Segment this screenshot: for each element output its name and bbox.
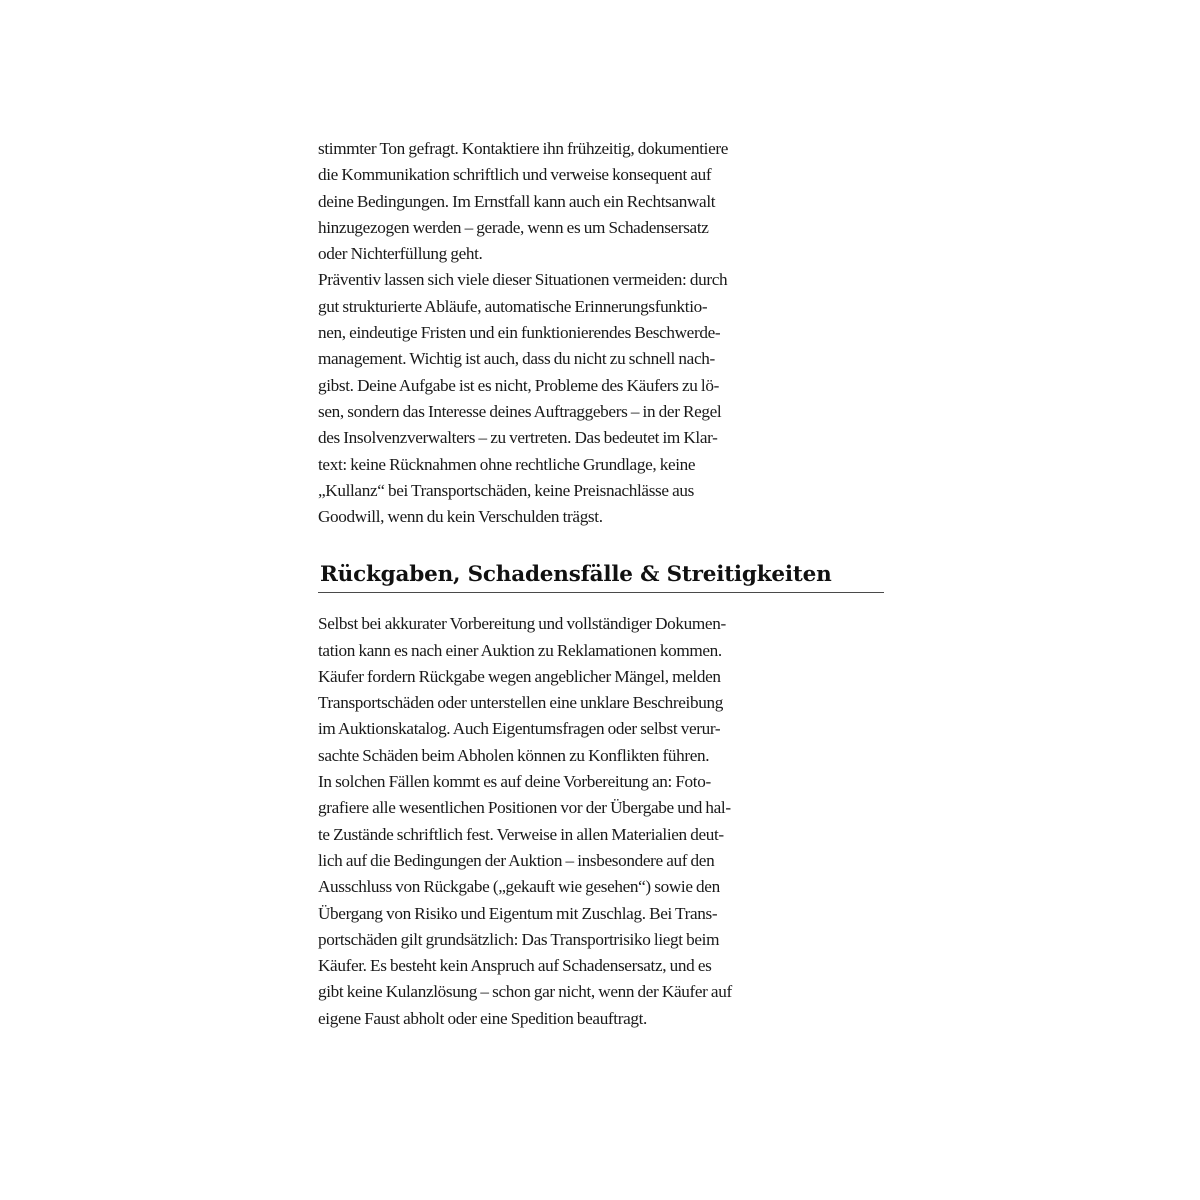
text-line: management. Wichtig ist auch, dass du nicht zu schnell nach- bbox=[318, 349, 715, 369]
text-line: stimmter Ton gefragt. Kontaktiere ihn frühzeitig, dokumentiere bbox=[318, 139, 729, 158]
text-line: gibst. Deine Aufgabe ist es nicht, Probleme des Käufers zu lö- bbox=[318, 375, 719, 395]
text-line: grafiere alle wesentlichen Positionen vor der Übergabe und hal- bbox=[318, 798, 731, 818]
text-line: Übergang von Risiko und Eigentum mit Zuschlag. Bei Trans- bbox=[318, 903, 718, 923]
text-line: Goodwill, wenn du kein Verschulden trägst. bbox=[318, 507, 603, 527]
text-line: Transportschäden oder unterstellen eine unklare Beschreibung bbox=[318, 693, 723, 713]
intro-paragraphs bbox=[318, 136, 884, 530]
text-line: die Kommunikation schriftlich und verweise konsequent auf bbox=[318, 165, 712, 185]
text-line: portschäden gilt grundsätzlich: Das Transportrisiko liegt beim bbox=[318, 929, 720, 949]
text-line: oder Nichterfüllung geht. bbox=[318, 244, 483, 264]
text-line: sen, sondern das Interesse deines Auftraggebers – in der Regel bbox=[318, 401, 722, 421]
text-line: deine Bedingungen. Im Ernstfall kann auch ein Rechtsanwalt bbox=[318, 191, 716, 211]
document-page bbox=[318, 136, 884, 1032]
text-line: Präventiv lassen sich viele dieser Situationen vermeiden: durch bbox=[318, 270, 728, 290]
text-line: Ausschluss von Rückgabe („gekauft wie gesehen“) sowie den bbox=[318, 877, 720, 897]
text-line: Käufer fordern Rückgabe wegen angeblicher Mängel, melden bbox=[318, 666, 721, 686]
text-line: eigene Faust abholt oder eine Spedition beauftragt. bbox=[318, 1008, 648, 1028]
section-heading: Rückgaben, Schadensfälle & Streitigkeiten bbox=[318, 560, 884, 593]
text-line: nen, eindeutige Fristen und ein funktionierendes Beschwerde- bbox=[318, 323, 721, 343]
text-line: gut strukturierte Abläufe, automatische Erinnerungsfunktio- bbox=[318, 296, 708, 316]
text-line: hinzugezogen werden – gerade, wenn es um Schadensersatz bbox=[318, 217, 709, 237]
text-line: im Auktionskatalog. Auch Eigentumsfragen oder selbst verur- bbox=[318, 719, 721, 739]
text-line: In solchen Fällen kommt es auf deine Vorbereitung an: Foto- bbox=[318, 772, 711, 792]
text-line: Selbst bei akkurater Vorbereitung und vollständiger Dokumen- bbox=[318, 614, 726, 634]
section-paragraphs bbox=[318, 611, 884, 1032]
text-line: te Zustände schriftlich fest. Verweise in allen Materialien deut- bbox=[318, 824, 724, 844]
text-line: des Insolvenzverwalters – zu vertreten. Das bedeutet im Klar- bbox=[318, 428, 718, 448]
text-line: lich auf die Bedingungen der Auktion – insbesondere auf den bbox=[318, 850, 715, 870]
text-line: „Kullanz“ bei Transportschäden, keine Preisnachlässe aus bbox=[318, 480, 694, 500]
text-line: gibt keine Kulanzlösung – schon gar nicht, wenn der Käufer auf bbox=[318, 982, 732, 1002]
text-line: text: keine Rücknahmen ohne rechtliche Grundlage, keine bbox=[318, 454, 696, 474]
text-line: tation kann es nach einer Auktion zu Reklamationen kommen. bbox=[318, 640, 722, 660]
text-line: Käufer. Es besteht kein Anspruch auf Schadensersatz, und es bbox=[318, 956, 712, 976]
text-line: sachte Schäden beim Abholen können zu Konflikten führen. bbox=[318, 745, 710, 765]
